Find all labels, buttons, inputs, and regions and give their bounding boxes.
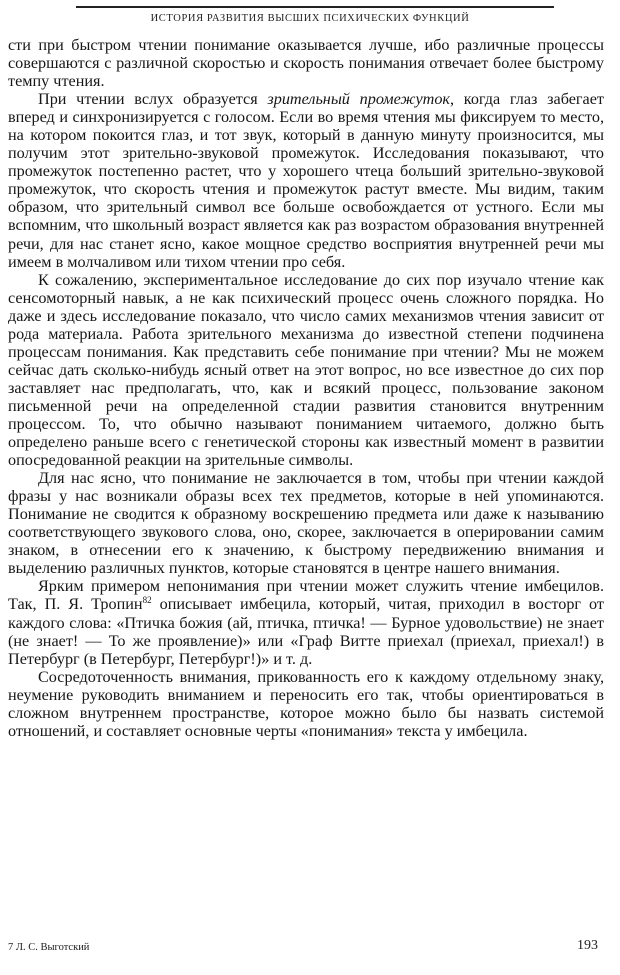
- page-number: 193: [577, 938, 598, 953]
- text-run: К сожалению, экспериментальное исследование до сих пор изучало чтение как сенсомоторный навык, а не как психический процесс очень сложного порядка. Но даже и здесь исследование показало, что число самих механизмов чтения зависит от рода материала. Работа зрительного механизма до известной степени подчинена процессам понимания. Как представить себе понимание при чтении? Мы не можем сейчас дать сколько-нибудь ясный ответ на этот вопрос, но все известное до сих пор заставляет нас предполагать, что, как и всякий процесс, пользование законом письменной речи на определенной стадии развития становится внутренним процессом. То, что обычно называют пониманием читаемого, должно быть определено раньше всего с генетической стороны как известный момент в развитии опосредованной реакции на зрительные символы.: [8, 270, 604, 470]
- italic-term: зрительный промежуток: [267, 90, 451, 109]
- printer-signature: 7 Л. С. Выготский: [8, 942, 90, 953]
- text-run: Ярким примером непонимания при чтении может служить чтение имбецилов. Так, П. Я. Тропин: [8, 577, 604, 614]
- body-text: [8, 36, 604, 740]
- paragraph: [8, 271, 604, 470]
- text-run: Для нас ясно, что понимание не заключается в том, чтобы при чтении каждой фразы у нас возникали образы всех тех предметов, которые в ней упоминаются. Понимание не сводится к образному воскрешению предмета или даже к называнию соответствующего звукового слова, оно, скорее, заключается в оперировании самим знаком, в отнесении его к значению, к быстрому передвижению внимания и выделению различных пунктов, которые становятся в центре нашего внимания.: [8, 469, 604, 578]
- paragraph: [8, 577, 604, 667]
- text-run: , когда глаз забегает вперед и синхронизируется с голосом. Если во время чтения мы фиксируем то место, на котором покоится глаз, и тот звук, который в данную минуту произносится, мы получим этот зрительно-звуковой промежуток. Исследования показывают, что промежуток постепенно растет, что у хорошего чтеца больший зрительно-звуковой промежуток, что скорость чтения и промежуток растут вместе. Мы видим, таким образом, что зрительный символ все больше освобождается от устного. Если мы вспомним, что школьный возраст является как раз возрастом образования внутренней речи, для нас станет ясно, какое мощное средство восприятия внутренней речи мы имеем в молчаливом или тихом чтении про себя.: [8, 90, 604, 271]
- footnote-marker: 82: [142, 595, 152, 606]
- text-run: описывает имбецила, который, читая, приходил в восторг от каждого слова: «Птичка божия (ай, птичка, птичка! — Бурное удовольствие) не знает (не знает! — То же проявление)» или «Граф Витте приехал (приехал, приехал!) в Петербург (в Петербург, Петербург!)» и т. д.: [8, 595, 604, 668]
- text-run: сти при быстром чтении понимание оказывается лучше, ибо различные процессы совершаются с различной скоростью и скорость понимания отвечает более быстрому темпу чтения.: [8, 36, 604, 91]
- header-rule: [76, 6, 554, 8]
- paragraph: [8, 668, 604, 740]
- text-run: При чтении вслух образуется: [38, 90, 268, 109]
- text-run: Сосредоточенность внимания, прикованность его к каждому отдельному знаку, неумение руководить вниманием и переносить его так, чтобы ориентироваться в сложном внутреннем пространстве, которое можно было бы назвать системой отношений, и составляет основные черты «понимания» текста у имбецила.: [8, 667, 604, 740]
- running-head: ИСТОРИЯ РАЗВИТИЯ ВЫСШИХ ПСИХИЧЕСКИХ ФУНКЦИЙ: [150, 13, 470, 24]
- paragraph: [8, 469, 604, 577]
- paragraph: [8, 90, 604, 270]
- paragraph: [8, 36, 604, 90]
